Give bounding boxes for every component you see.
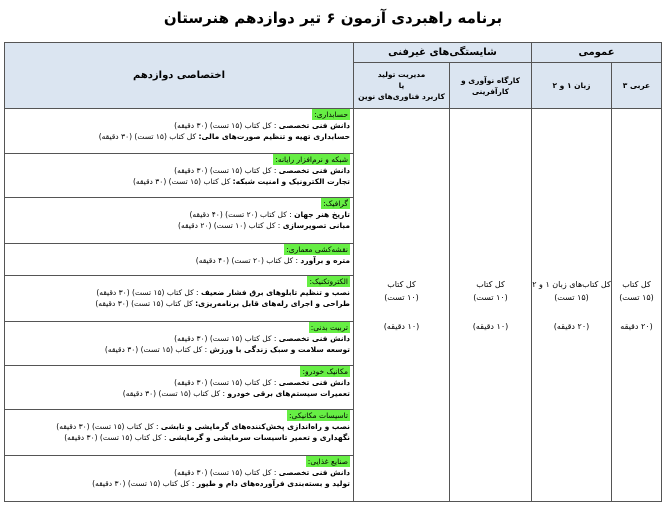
course-detail: : کل کتاب (۱۵ تست) (۳۰ دقیقه) xyxy=(122,388,228,398)
course-detail: : کل کتاب (۱۵ تست) (۳۰ دقیقه) xyxy=(92,478,197,488)
course-name: نصب و تنظیم تابلوهای برق فشار ضعیف xyxy=(200,287,350,297)
section-graphics xyxy=(5,197,353,243)
section-accounting xyxy=(5,109,353,153)
course-name: دانش فنی تخصصی xyxy=(278,121,350,130)
section-tag: مکانیک خودرو: xyxy=(302,366,348,376)
section-architecture xyxy=(5,243,353,275)
course-name: دانش فنی تخصصی xyxy=(278,377,350,387)
course-name: تعمیرات سیستم‌های برقی خودرو xyxy=(227,388,350,398)
course-detail: : کل کتاب (۱۵ تست) (۳۰ دقیقه) xyxy=(174,377,279,387)
language-time: (۲۰ دقیقه) xyxy=(553,321,590,331)
management-tests: (۱۰ تست) xyxy=(384,292,419,302)
specialized-cell xyxy=(5,109,354,502)
arabic-time: (۲۰ دقیقه xyxy=(620,321,653,331)
language-cell xyxy=(532,109,612,502)
course-detail: : کل کتاب (۱۵ تست) (۳۰ دقیقه) xyxy=(174,467,279,477)
header-general: عمومی xyxy=(532,43,662,63)
course-detail: : کل کتاب (۱۵ تست) (۳۰ دقیقه) xyxy=(56,421,161,431)
course-name: متره و برآورد xyxy=(300,255,350,265)
course-name: تولید و بسته‌بندی فرآورده‌های دام و طیور xyxy=(196,478,350,488)
course-detail: : کل کتاب (۱۵ تست) (۳۰ دقیقه) xyxy=(174,121,279,130)
header-management: مدیریت تولید یا کاربرد فناوری‌های نوین xyxy=(354,63,450,109)
section-tag: تربیت بدنی: xyxy=(310,322,348,332)
workshop-tests: (۱۰ تست) xyxy=(473,292,508,302)
course-detail: : کل کتاب (۲۰ تست) (۴۰ دقیقه) xyxy=(189,209,295,219)
section-mechanical-installations xyxy=(5,409,353,455)
management-time: (۱۰ دقیقه) xyxy=(383,321,420,331)
workshop-cell xyxy=(450,109,532,502)
arabic-scope: کل کتاب xyxy=(622,279,651,289)
course-detail: : کل کتاب (۱۵ تست) (۳۰ دقیقه) xyxy=(64,432,169,442)
section-tag: تاسیسات مکانیکی: xyxy=(288,410,348,420)
language-tests: (۱۵ تست) xyxy=(554,292,589,302)
course-name: تجارت الکترونیک و امنیت شبکه: xyxy=(232,176,350,186)
section-auto-mechanics xyxy=(5,365,353,409)
section-electrotechnics xyxy=(5,275,353,321)
section-tag: صنایع غذایی: xyxy=(307,456,348,466)
course-name: مبانی تصویرسازی xyxy=(282,220,350,230)
header-non-technical: شایستگی‌های غیرفنی xyxy=(354,43,532,63)
course-detail: کل کتاب (۱۵ تست) (۳۰ دقیقه) xyxy=(132,176,233,186)
specialized-sections xyxy=(5,109,353,501)
page-title: برنامه راهبردی آزمون ۶ تیر دوازدهم هنرستان xyxy=(163,9,503,27)
header-arabic: عربی ۳ xyxy=(612,63,662,109)
course-name: نصب و راه‌اندازی پخش‌کننده‌های گرمایشی و تابشی xyxy=(160,421,350,431)
workshop-scope: کل کتاب xyxy=(476,279,505,289)
header-specialized: اختصاصی دوازدهم xyxy=(5,43,354,109)
arabic-tests: (۱۵ تست) xyxy=(619,292,654,302)
section-tag: نقشه‌کشی معماری: xyxy=(286,244,348,254)
course-name: طراحی و اجرای رله‌های قابل برنامه‌ریزی: xyxy=(195,298,350,308)
course-name: نگهداری و تعمیر تاسیسات سرمایشی و گرمایشی xyxy=(168,432,350,442)
header-language: زبان ۱ و ۲ xyxy=(532,63,612,109)
course-name: تاریخ هنر جهان xyxy=(294,209,350,219)
course-name: دانش فنی تخصصی xyxy=(278,467,350,477)
course-detail: : کل کتاب (۱۵ تست) (۳۰ دقیقه) xyxy=(104,344,210,354)
course-detail: کل کتاب (۱۵ تست) (۳۰ دقیقه) xyxy=(95,298,196,308)
management-cell xyxy=(354,109,450,502)
course-detail: : کل کتاب (۲۰ تست) (۴۰ دقیقه) xyxy=(195,255,301,265)
language-scope: کل کتاب‌های زبان ۱ و ۲ xyxy=(532,279,611,289)
course-detail: : کل کتاب (۱۵ تست) (۳۰ دقیقه) xyxy=(174,165,279,175)
section-tag: الکتروتکنیک: xyxy=(309,276,348,286)
schedule-table xyxy=(4,42,662,502)
course-detail: : کل کتاب (۱۰ تست) (۲۰ دقیقه) xyxy=(178,220,283,230)
section-physical-education xyxy=(5,321,353,365)
course-detail: : کل کتاب (۱۵ تست) (۳۰ دقیقه) xyxy=(96,287,201,297)
section-tag: شبکه و نرم‌افزار رایانه: xyxy=(275,154,348,164)
section-tag: گرافیک: xyxy=(323,198,348,208)
course-name: حسابداری تهیه و تنظیم صورت‌های مالی: xyxy=(198,132,350,141)
course-name: دانش فنی تخصصی xyxy=(278,333,350,343)
course-name: دانش فنی تخصصی xyxy=(278,165,350,175)
section-network xyxy=(5,153,353,197)
header-workshop: کارگاه نوآوری و کارآفرینی xyxy=(450,63,532,109)
section-food-industry xyxy=(5,455,353,501)
section-tag: حسابداری: xyxy=(314,110,348,119)
arabic-cell xyxy=(612,109,662,502)
course-detail: کل کتاب (۱۵ تست) (۳۰ دقیقه) xyxy=(98,132,199,141)
course-name: توسعه سلامت و سبک زندگی با ورزش xyxy=(209,344,350,354)
management-scope: کل کتاب xyxy=(387,279,416,289)
workshop-time: (۱۰ دقیقه) xyxy=(472,321,509,331)
course-detail: : کل کتاب (۱۵ تست) (۳۰ دقیقه) xyxy=(174,333,279,343)
